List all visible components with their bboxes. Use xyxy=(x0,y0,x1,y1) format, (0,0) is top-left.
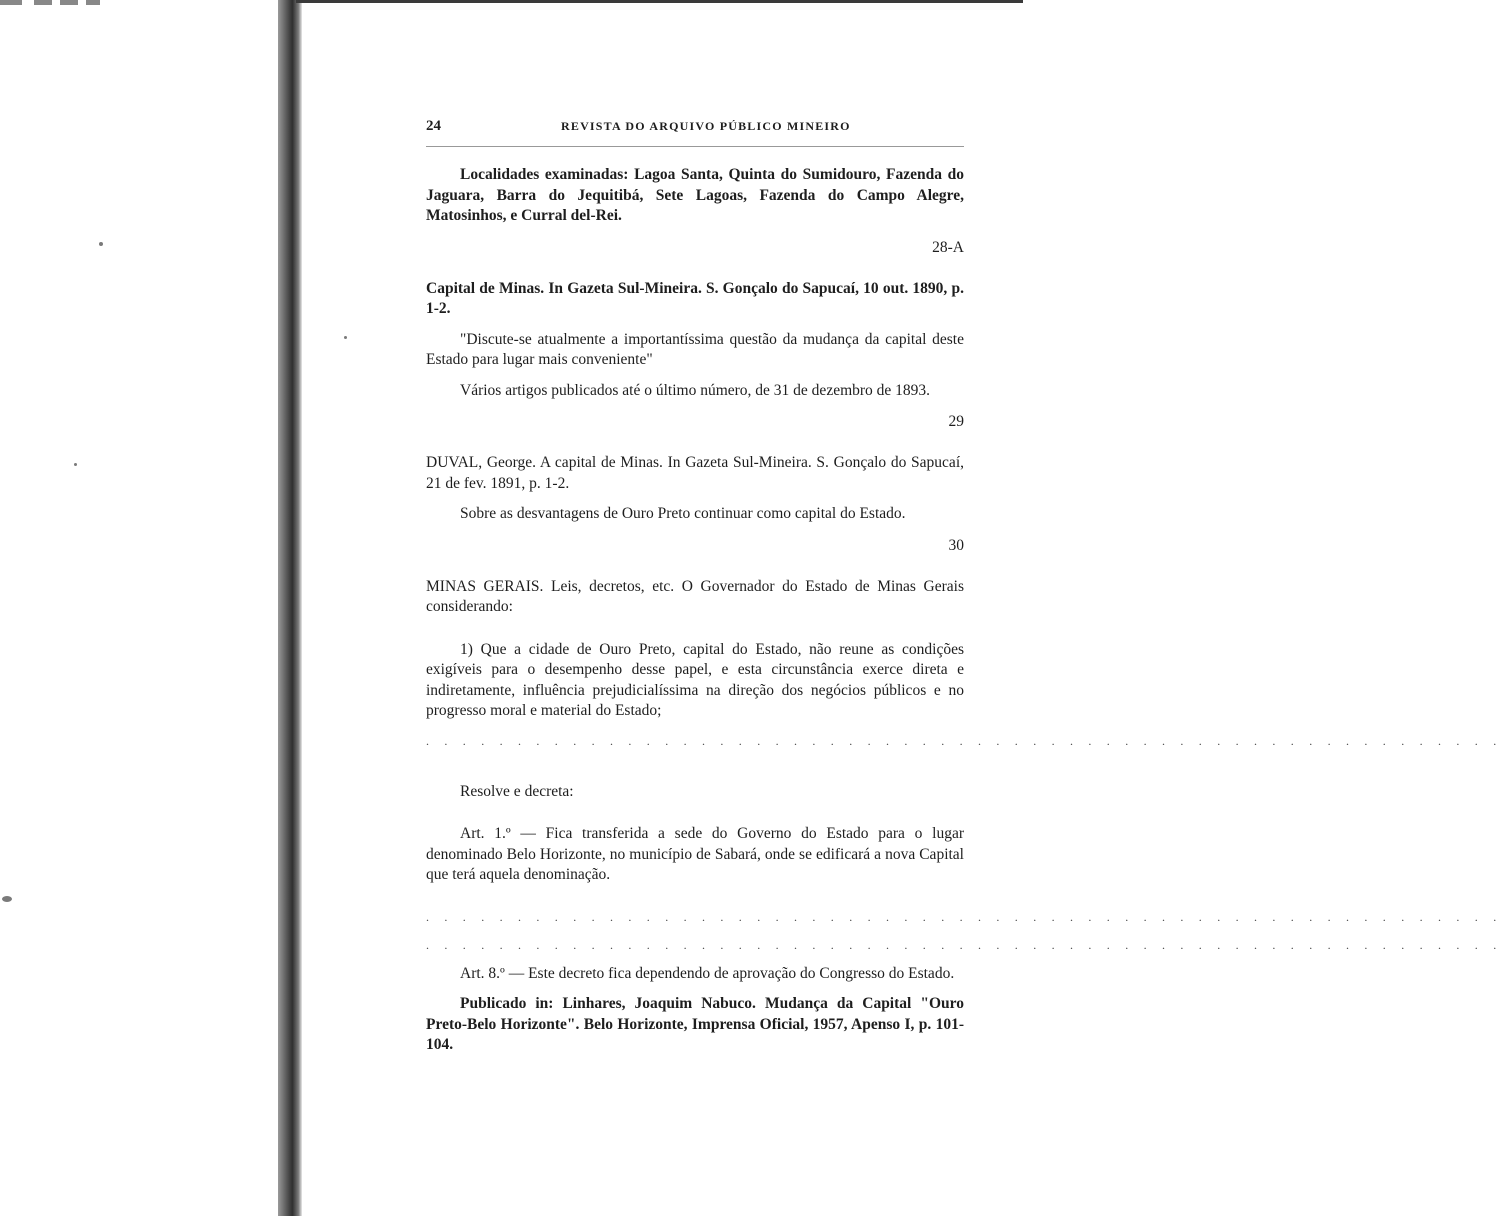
ellipsis-line: . . . . . . . . . . . . . . . . . . . . . . . . . . . . . . . . . . . . . . . . . . . . . . . . . . . . . . . . . . . xyxy=(426,937,1502,952)
published-in-paragraph: Publicado in: Linhares, Joaquim Nabuco. Mudança da Capital "Ouro Preto-Belo Horizonte". Belo Horizonte, Imprensa Oficial, 1957, Apenso I, p. 101-104. xyxy=(426,995,964,1053)
document-page xyxy=(426,118,1502,1056)
page-top-edge xyxy=(296,0,1023,3)
ellipsis-line: . . . . . . . . . . . . . . . . . . . . . . . . . . . . . . . . . . . . . . . . . . . . . . . . . . . . . . . . . . . xyxy=(426,733,1502,748)
ellipsis-line: . . . . . . . . . . . . . . . . . . . . . . . . . . . . . . . . . . . . . . . . . . . . . . . . . . . . . . . . . . . xyxy=(426,909,1502,924)
scan-mark xyxy=(60,0,78,5)
left-facing-page xyxy=(0,0,282,1216)
scan-speck xyxy=(74,463,77,466)
citation-duval: DUVAL, George. A capital de Minas. In Gazeta Sul-Mineira. S. Gonçalo do Sapucaí, 21 de fev. 1891, p. 1-2. xyxy=(426,454,964,492)
citation-minas-gerais: MINAS GERAIS. Leis, decretos, etc. O Governador do Estado de Minas Gerais considerando: xyxy=(426,577,964,615)
scan-speck xyxy=(99,242,103,246)
entry-number: 29 xyxy=(948,413,964,430)
running-header xyxy=(426,118,964,147)
page-number: 24 xyxy=(426,118,441,134)
scan-speck xyxy=(344,336,347,339)
article-1-paragraph: Art. 1.º — Fica transferida a sede do Governo do Estado para o lugar denominado Belo Horizonte, no município de Sabará, onde se edificará a nova Capital que terá aquela denominação. xyxy=(426,825,964,883)
entry-number: 28-A xyxy=(932,238,964,256)
scan-mark xyxy=(34,0,52,5)
scan-mark xyxy=(0,0,22,5)
entry-number: 30 xyxy=(948,536,964,554)
note-paragraph: Sobre as desvantagens de Ouro Preto continuar como capital do Estado. xyxy=(460,505,906,522)
scan-speck xyxy=(2,896,12,902)
scan-mark xyxy=(86,0,100,5)
book-gutter xyxy=(278,0,302,1216)
item-1-paragraph: 1) Que a cidade de Ouro Preto, capital do Estado, não reune as condições exigíveis para o desempenho desse papel, e esta circunstância exerce direta e indiretamente, influência prejudicialíssima na direção dos negócios públicos e no progresso moral e material do Estado; xyxy=(426,640,964,719)
article-8-paragraph: Art. 8.º — Este decreto fica dependendo de aprovação do Congresso do Estado. xyxy=(460,964,955,982)
quote-paragraph: "Discute-se atualmente a importantíssima questão da mudança da capital deste Estado para lugar mais conveniente" xyxy=(426,330,964,368)
localidades-paragraph: Localidades examinadas: Lagoa Santa, Quinta do Sumidouro, Fazenda do Jaguara, Barra do Jequitibá, Sete Lagoas, Fazenda do Campo Alegre, Matosinhos, e Curral del-Rei. xyxy=(426,166,964,224)
citation-gazeta-1890: Capital de Minas. In Gazeta Sul-Mineira. S. Gonçalo do Sapucaí, 10 out. 1890, p. 1-2. xyxy=(426,279,964,317)
note-paragraph: Vários artigos publicados até o último número, de 31 de dezembro de 1893. xyxy=(460,381,931,399)
resolve-line: Resolve e decreta: xyxy=(460,782,574,800)
journal-title: REVISTA DO ARQUIVO PÚBLICO MINEIRO xyxy=(561,119,851,133)
